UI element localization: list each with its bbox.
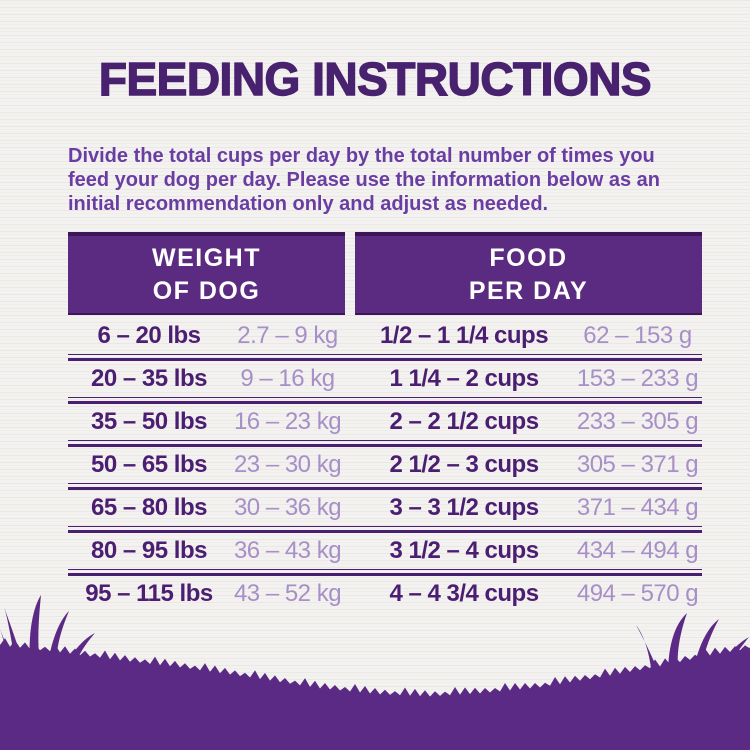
weight-lbs-cell: 6 – 20 lbs: [97, 322, 201, 349]
row-divider: [68, 526, 702, 533]
weight-lbs-cell: 50 – 65 lbs: [91, 451, 207, 478]
weight-kg-cell: 36 – 43 kg: [233, 537, 342, 564]
row-divider: [68, 483, 702, 490]
food-grams-cell: 371 – 434 g: [576, 494, 699, 521]
grass-silhouette: [0, 585, 750, 750]
food-grams-cell: 62 – 153 g: [583, 322, 692, 349]
table-header-row: [68, 232, 702, 315]
table-row: [68, 318, 702, 354]
weight-of-dog-header: [68, 232, 345, 315]
row-divider: [68, 569, 702, 576]
weight-lbs-cell: 35 – 50 lbs: [91, 408, 207, 435]
weight-kg-cell: 16 – 23 kg: [233, 408, 342, 435]
weight-kg-cell: 9 – 16 kg: [240, 365, 335, 392]
food-cups-cell: 2 – 2 1/2 cups: [389, 408, 539, 435]
intro-text: Divide the total cups per day by the total number of times you feed your dog per day. Please use the information below as an initial recommendation only and adjust as needed.: [68, 145, 660, 215]
table-row: [68, 533, 702, 569]
weight-lbs-cell: 65 – 80 lbs: [91, 494, 207, 521]
food-cups-cell: 1 1/4 – 2 cups: [389, 365, 539, 392]
table-body: [68, 318, 702, 612]
food-cups-cell: 2 1/2 – 3 cups: [389, 451, 539, 478]
food-cups-cell: 1/2 – 1 1/4 cups: [379, 322, 549, 349]
feeding-table: [68, 232, 702, 612]
table-row: [68, 361, 702, 397]
food-grams-cell: 434 – 494 g: [576, 537, 699, 564]
weight-kg-cell: 43 – 52 kg: [233, 580, 342, 607]
weight-lbs-cell: 95 – 115 lbs: [85, 580, 213, 607]
weight-kg-cell: 23 – 30 kg: [233, 451, 342, 478]
food-cups-cell: 4 – 4 3/4 cups: [389, 580, 539, 607]
food-grams-cell: 233 – 305 g: [576, 408, 699, 435]
weight-lbs-cell: 80 – 95 lbs: [91, 537, 207, 564]
food-header-line2: PER DAY: [468, 276, 589, 305]
food-header-line1: FOOD: [489, 243, 568, 272]
food-per-day-header: [355, 232, 702, 315]
row-divider: [68, 354, 702, 361]
food-cups-cell: 3 – 3 1/2 cups: [389, 494, 539, 521]
food-grams-cell: 305 – 371 g: [576, 451, 699, 478]
weight-kg-cell: 2.7 – 9 kg: [237, 322, 338, 349]
grass-blade: [29, 595, 41, 669]
row-divider: [68, 440, 702, 447]
weight-kg-cell: 30 – 36 kg: [233, 494, 342, 521]
row-divider: [68, 397, 702, 404]
weight-header-line2: OF DOG: [152, 276, 261, 305]
food-grams-cell: 153 – 233 g: [576, 365, 699, 392]
food-grams-cell: 494 – 570 g: [576, 580, 699, 607]
weight-lbs-cell: 20 – 35 lbs: [91, 365, 207, 392]
table-row: [68, 447, 702, 483]
grass-mound: [0, 638, 750, 750]
weight-header-line1: WEIGHT: [152, 243, 261, 272]
food-cups-cell: 3 1/2 – 4 cups: [389, 537, 539, 564]
page-title: FEEDING INSTRUCTIONS: [98, 53, 652, 105]
table-row: [68, 490, 702, 526]
table-row: [68, 404, 702, 440]
